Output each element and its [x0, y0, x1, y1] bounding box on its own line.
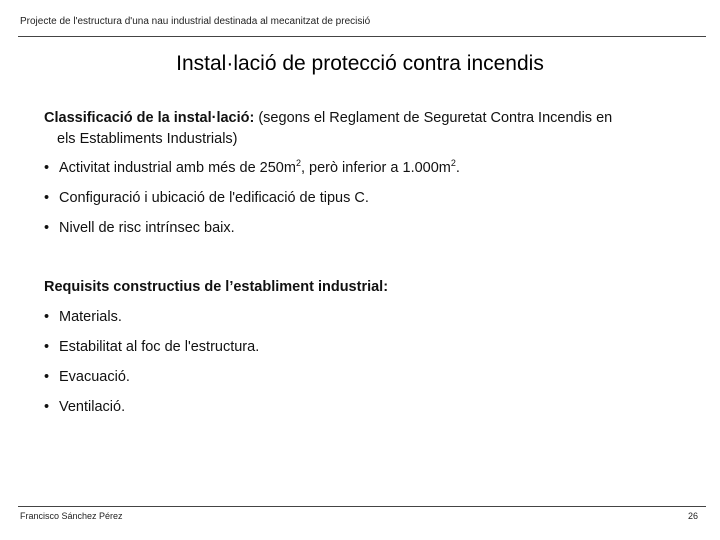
page-number: 26 — [687, 511, 698, 521]
header-divider — [18, 36, 706, 37]
classification-text-line1: (segons el Reglament de Seguretat Contra Incendis en — [254, 110, 613, 126]
bullet-activity-post: . — [455, 160, 460, 176]
classification-paragraph — [44, 108, 694, 129]
superscript: 2 — [450, 158, 456, 169]
list-item: • Materials. — [44, 307, 694, 328]
requirements-bullet-list — [44, 307, 694, 418]
classification-text-line2: els Establiments Industrials) — [57, 131, 238, 147]
slide-title: Instal·lació de protecció contra incendis — [176, 52, 544, 75]
list-item: • Evacuació. — [44, 367, 694, 388]
list-item: • Estabilitat al foc de l'estructura. — [44, 337, 694, 358]
bullet-activity-pre: Activitat industrial amb més de 250m — [59, 160, 296, 176]
footer-divider — [18, 506, 706, 507]
superscript: 2 — [295, 158, 301, 169]
list-item: • Configuració i ubicació de l'edificació de tipus C. — [44, 188, 694, 209]
slide-content — [44, 108, 694, 418]
list-item: • Nivell de risc intrínsec baix. — [44, 218, 694, 239]
footer-author: Francisco Sánchez Pérez — [20, 511, 123, 521]
document-header: Projecte de l'estructura d'una nau industrial destinada al mecanitzat de precisió — [20, 16, 371, 27]
bullet-activity-mid: , però inferior a 1.000m — [300, 160, 451, 176]
list-item — [44, 158, 694, 179]
classification-bullet-list — [44, 158, 694, 239]
requirements-heading: Requisits constructius de l’establiment industrial: — [44, 279, 389, 295]
classification-label: Classificació de la instal·lació: — [44, 110, 255, 126]
list-item: • Ventilació. — [44, 397, 694, 418]
